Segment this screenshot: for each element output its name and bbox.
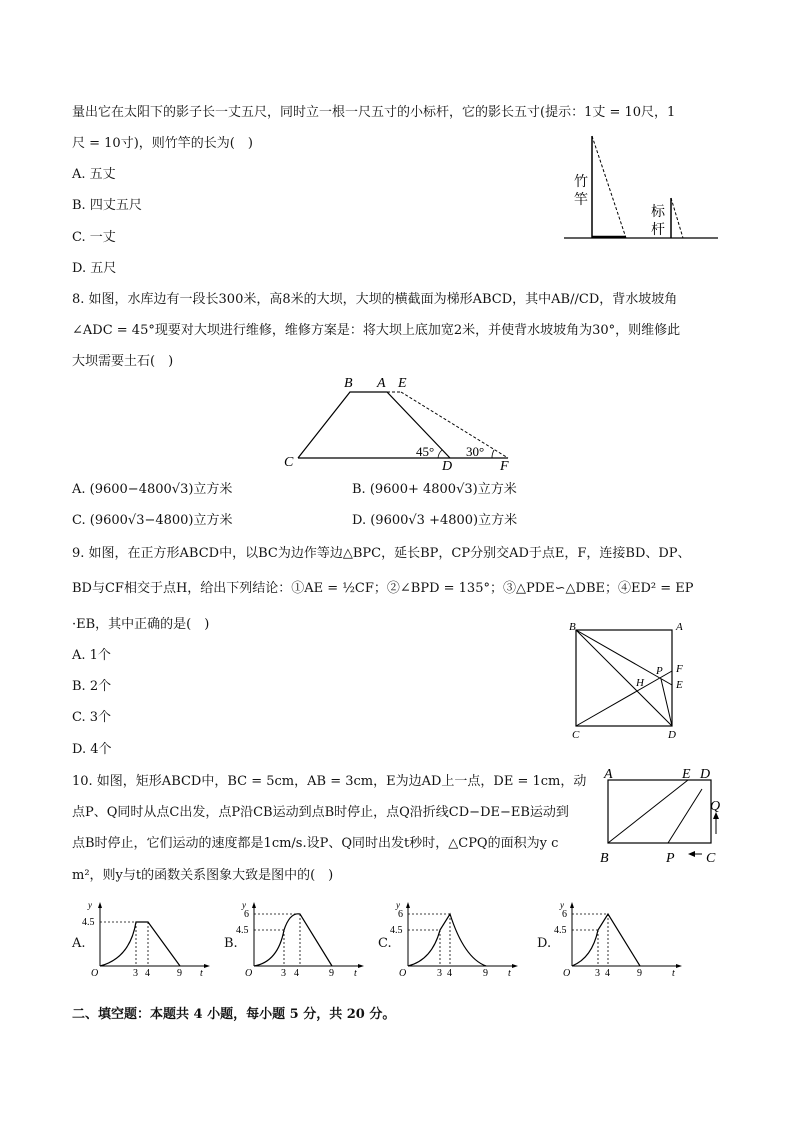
q10-figure: [596, 766, 736, 866]
q10-graph-b: [238, 898, 368, 978]
graph-d-xtick-1: 3: [595, 968, 600, 979]
graph-b-ytick-1: 6: [244, 909, 249, 920]
q9-option-a: A. 1个: [72, 648, 111, 663]
graph-c-ytick-2: 4.5: [390, 925, 403, 936]
q10-option-b: B.: [224, 936, 238, 951]
graph-b-origin: O: [245, 968, 253, 979]
q7-line-2: 尺 = 10寸)，则竹竿的长为( ): [72, 136, 253, 151]
q8-line-3: 大坝需要土石( ): [72, 354, 174, 369]
q10-label-b: B: [600, 851, 609, 866]
q10-line-1: 10. 如图，矩形ABCD中，BC = 5cm，AB = 3cm，E为边AD上一点，DE = 1cm，动: [72, 774, 587, 789]
q7-option-b: B. 四丈五尺: [72, 198, 142, 213]
q8-label-d: D: [442, 459, 453, 474]
graph-d-ytick-1: 6: [562, 909, 567, 920]
q9-line-3: ·EB，其中正确的是( ): [72, 617, 210, 632]
q8-angle-30: 30°: [466, 444, 485, 459]
q9-label-a: A: [676, 621, 683, 633]
graph-c-xtick-2: 4: [447, 968, 452, 979]
graph-d-axis-y: y: [560, 900, 564, 910]
q7-option-c: C. 一丈: [72, 230, 116, 245]
q8-option-c: C. (9600√3−4800)立方米: [72, 513, 233, 528]
q10-line-3: 点B时停止，它们运动的速度都是1cm/s.设P、Q同时出发t秒时，△CPQ的面积为y c: [72, 836, 559, 851]
q10-label-c: C: [706, 851, 716, 866]
graph-c-ytick-1: 6: [398, 909, 403, 920]
q8-figure: [278, 372, 518, 472]
q10-graph-a: [84, 898, 214, 978]
q8-option-b: B. (9600+ 4800√3)立方米: [352, 482, 517, 497]
q8-label-a: A: [377, 376, 386, 391]
q10-graph-c: [392, 898, 522, 978]
q8-label-f: F: [500, 459, 509, 474]
graph-c-axis-y: y: [396, 900, 400, 910]
q10-label-e: E: [682, 767, 691, 782]
q8-option-a: A. (9600−4800√3)立方米: [72, 482, 233, 497]
q7-fig-label-stick-2: 杆: [651, 223, 665, 238]
q7-option-d: D. 五尺: [72, 261, 117, 276]
q10-label-d: D: [700, 767, 711, 782]
q9-option-c: C. 3个: [72, 710, 112, 725]
q9-label-c: C: [572, 729, 580, 741]
graph-c-xtick-3: 9: [483, 968, 488, 979]
q9-label-f: F: [676, 663, 683, 675]
graph-b-xtick-1: 3: [281, 968, 286, 979]
q7-fig-label-pole-2: 竿: [574, 193, 588, 208]
q10-option-d: D.: [537, 936, 552, 951]
q9-label-h: H: [636, 677, 644, 689]
q10-line-4: m²，则y与t的函数关系图象大致是图中的( ): [72, 868, 334, 883]
q9-option-d: D. 4个: [72, 742, 112, 757]
q9-option-b: B. 2个: [72, 679, 112, 694]
q8-angle-45: 45°: [416, 444, 435, 459]
graph-d-axis-t: t: [672, 968, 675, 979]
q9-figure: [566, 620, 696, 741]
q9-line-1: 9. 如图，在正方形ABCD中，以BC为边作等边△BPC，延长BP，CP分别交AD于点E，F，连接BD、DP、: [72, 546, 691, 561]
q7-option-a: A. 五丈: [72, 167, 116, 182]
graph-b-axis-t: t: [354, 968, 357, 979]
q10-label-p: P: [666, 851, 675, 866]
q8-option-d: D. (9600√3 +4800)立方米: [352, 513, 518, 528]
q10-line-2: 点P、Q同时从点C出发，点P沿CB运动到点B时停止，点Q沿折线CD−DE−EB运动到: [72, 805, 569, 820]
graph-b-xtick-2: 4: [294, 968, 299, 979]
graph-a-xtick-2: 4: [145, 968, 150, 979]
graph-c-xtick-1: 3: [437, 968, 442, 979]
q10-label-a: A: [604, 767, 613, 782]
q10-option-a: A.: [72, 936, 86, 951]
graph-c-origin: O: [399, 968, 407, 979]
graph-d-ytick-2: 4.5: [554, 925, 567, 936]
q9-line-2: BD与CF相交于点H，给出下列结论：①AE = ½CF；②∠BPD = 135°；③△PDE∽△DBE；④ED² = EP: [72, 581, 694, 596]
graph-d-xtick-2: 4: [605, 968, 610, 979]
q10-option-c: C.: [378, 936, 392, 951]
graph-b-ytick-2: 4.5: [236, 925, 249, 936]
q9-label-d: D: [668, 729, 676, 741]
graph-a-axis-y: y: [88, 900, 92, 910]
q7-fig-label-pole-1: 竹: [574, 175, 588, 190]
graph-a-xtick-1: 3: [133, 968, 138, 979]
q7-line-1: 量出它在太阳下的影子长一丈五尺，同时立一根一尺五寸的小标杆，它的影长五寸(提示：1丈 = 10尺，1: [72, 105, 676, 120]
q8-line-1: 8. 如图，水库边有一段长300米，高8米的大坝，大坝的横截面为梯形ABCD，其中AB//CD，背水坡坡角: [72, 292, 678, 307]
q10-label-q: Q: [710, 799, 721, 814]
graph-d-xtick-3: 9: [637, 968, 642, 979]
q8-line-2: ∠ADC = 45°现要对大坝进行维修，维修方案是：将大坝上底加宽2米，并使背水坡坡角为30°，则维修此: [72, 323, 681, 338]
q9-label-e: E: [676, 679, 683, 691]
graph-a-xtick-3: 9: [177, 968, 182, 979]
graph-b-axis-y: y: [242, 900, 246, 910]
q10-graph-d: [556, 898, 686, 978]
q8-label-c: C: [284, 455, 294, 470]
section-2-heading: 二、填空题：本题共 4 小题，每小题 5 分，共 20 分。: [72, 1007, 396, 1022]
q9-label-p: P: [656, 665, 663, 677]
q7-fig-label-stick-1: 标: [651, 205, 665, 220]
q8-label-e: E: [398, 376, 407, 391]
graph-a-origin: O: [91, 968, 99, 979]
q9-label-b: B: [569, 621, 576, 633]
graph-a-axis-t: t: [200, 968, 203, 979]
q7-figure: [560, 132, 720, 242]
graph-a-ytick-1: 4.5: [82, 917, 95, 928]
q8-label-b: B: [344, 376, 353, 391]
graph-c-axis-t: t: [508, 968, 511, 979]
graph-b-xtick-3: 9: [329, 968, 334, 979]
graph-d-origin: O: [563, 968, 571, 979]
